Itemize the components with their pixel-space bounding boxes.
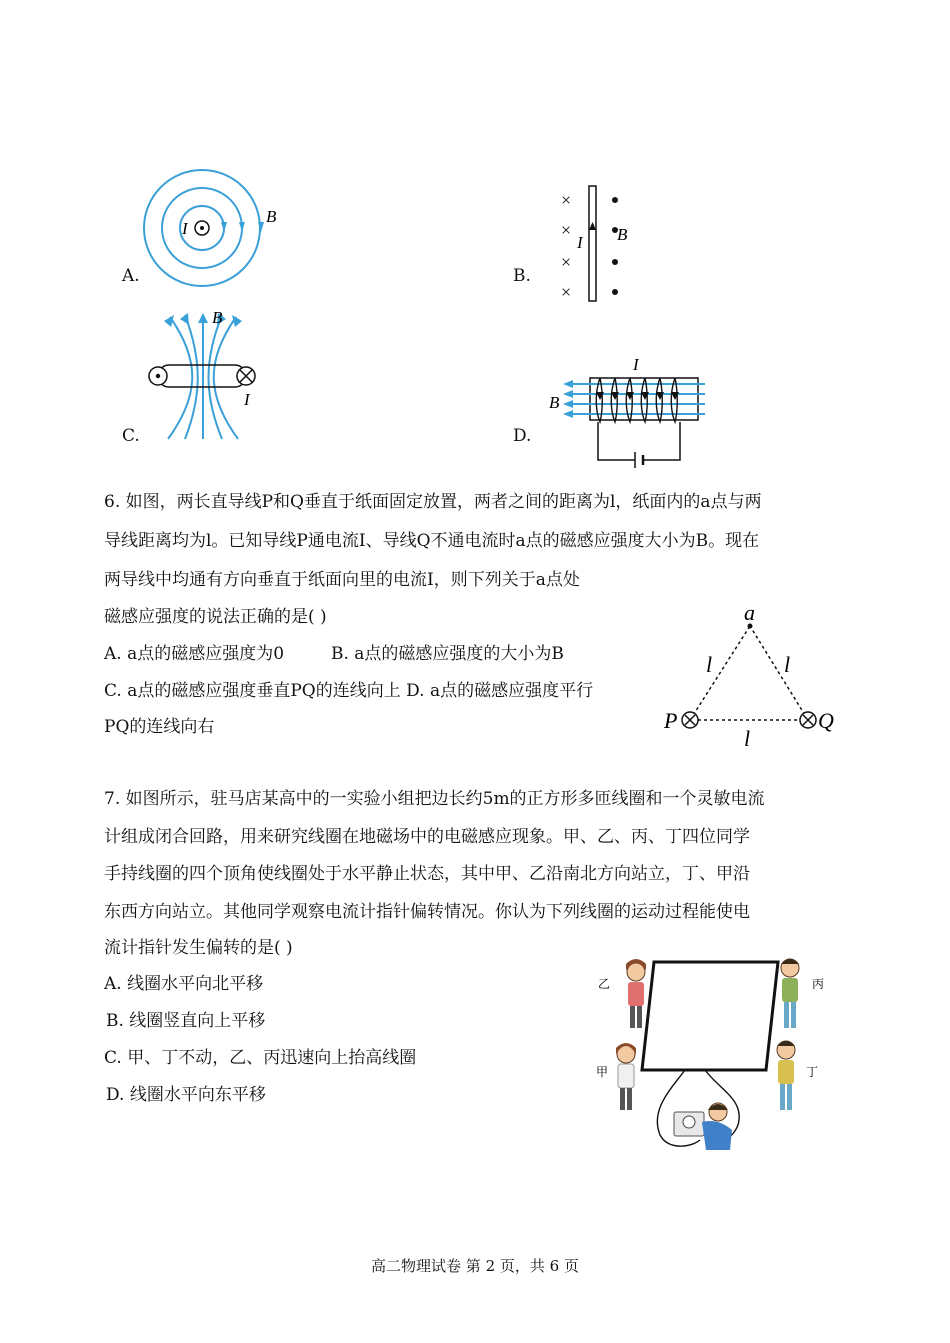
q7-coil-figure xyxy=(590,950,840,1165)
q6-fig-a: a xyxy=(744,600,755,625)
q7-label-bing: 丙 xyxy=(812,977,825,991)
option-b-label: B. xyxy=(513,266,531,286)
q6-fig-l-left: l xyxy=(706,652,713,677)
fig-c-current-label: I xyxy=(244,390,250,409)
q7-label-jia: 甲 xyxy=(596,1065,609,1079)
fig-c-field-label: B xyxy=(212,308,223,327)
svg-text:×: × xyxy=(561,190,572,210)
figure-d-solenoid xyxy=(545,352,715,470)
q6-fig-l-bottom: l xyxy=(744,726,751,750)
q6-line-3: 两导线中均通有方向垂直于纸面向里的电流I，则下列关于a点处 xyxy=(104,570,580,590)
q6-line-1: 6. 如图，两长直导线P和Q垂直于纸面固定放置，两者之间的距离为l，纸面内的a点与两 xyxy=(104,492,762,512)
svg-text:×: × xyxy=(561,252,572,272)
q6-option-d-tail: PQ的连线向右 xyxy=(104,717,215,737)
option-d-label: D. xyxy=(513,426,532,446)
option-c-label: C. xyxy=(122,426,140,446)
q7-option-b[interactable]: B. 线圈竖直向上平移 xyxy=(106,1011,266,1031)
q6-option-a[interactable]: A. a点的磁感应强度为0 xyxy=(104,644,285,664)
fig-b-field-label: B xyxy=(617,225,628,244)
q6-option-cd[interactable]: C. a点的磁感应强度垂直PQ的连线向上 D. a点的磁感应强度平行 xyxy=(104,681,594,701)
fig-d-field-label: B xyxy=(549,393,560,412)
q6-option-b[interactable]: B. a点的磁感应强度的大小为B xyxy=(331,644,564,664)
figure-b-straight-wire xyxy=(555,180,645,310)
q7-label-ding: 丁 xyxy=(806,1065,819,1079)
figure-a-circular-field xyxy=(140,160,300,300)
fig-b-current-label: I xyxy=(577,233,583,252)
q6-line-4: 磁感应强度的说法正确的是( ) xyxy=(104,607,327,627)
q7-line-3: 手持线圈的四个顶角使线圈处于水平静止状态，其中甲、乙沿南北方向站立，丁、甲沿 xyxy=(104,864,750,884)
q6-triangle-figure xyxy=(660,600,845,750)
option-a-label: A. xyxy=(122,266,140,286)
q7-option-c[interactable]: C. 甲、丁不动，乙、丙迅速向上抬高线圈 xyxy=(104,1048,417,1068)
page-footer: 高二物理试卷 第 2 页，共 6 页 xyxy=(371,1257,579,1275)
q7-option-a[interactable]: A. 线圈水平向北平移 xyxy=(104,974,264,994)
figure-c-loop xyxy=(140,305,290,445)
q7-line-4: 东西方向站立。其他同学观察电流计指针偏转情况。你认为下列线圈的运动过程能使电 xyxy=(104,902,750,922)
fig-a-field-label: B xyxy=(266,207,277,226)
q6-line-2: 导线距离均为l。已知导线P通电流I、导线Q不通电流时a点的磁感应强度大小为B。现在 xyxy=(104,531,760,551)
q7-option-d[interactable]: D. 线圈水平向东平移 xyxy=(106,1085,266,1105)
q6-fig-p: P xyxy=(664,708,678,733)
q7-line-5: 流计指针发生偏转的是( ) xyxy=(104,938,293,958)
svg-text:×: × xyxy=(561,220,572,240)
fig-a-current-label: I xyxy=(182,219,188,238)
svg-text:×: × xyxy=(561,282,572,302)
fig-d-current-label: I xyxy=(633,355,639,374)
q6-fig-q: Q xyxy=(818,708,834,733)
q7-label-yi: 乙 xyxy=(598,977,611,991)
q7-line-1: 7. 如图所示，驻马店某高中的一实验小组把边长约5m的正方形多匝线圈和一个灵敏电流 xyxy=(104,789,765,809)
q6-fig-l-right: l xyxy=(784,652,791,677)
q7-line-2: 计组成闭合回路，用来研究线圈在地磁场中的电磁感应现象。甲、乙、丙、丁四位同学 xyxy=(104,827,750,847)
